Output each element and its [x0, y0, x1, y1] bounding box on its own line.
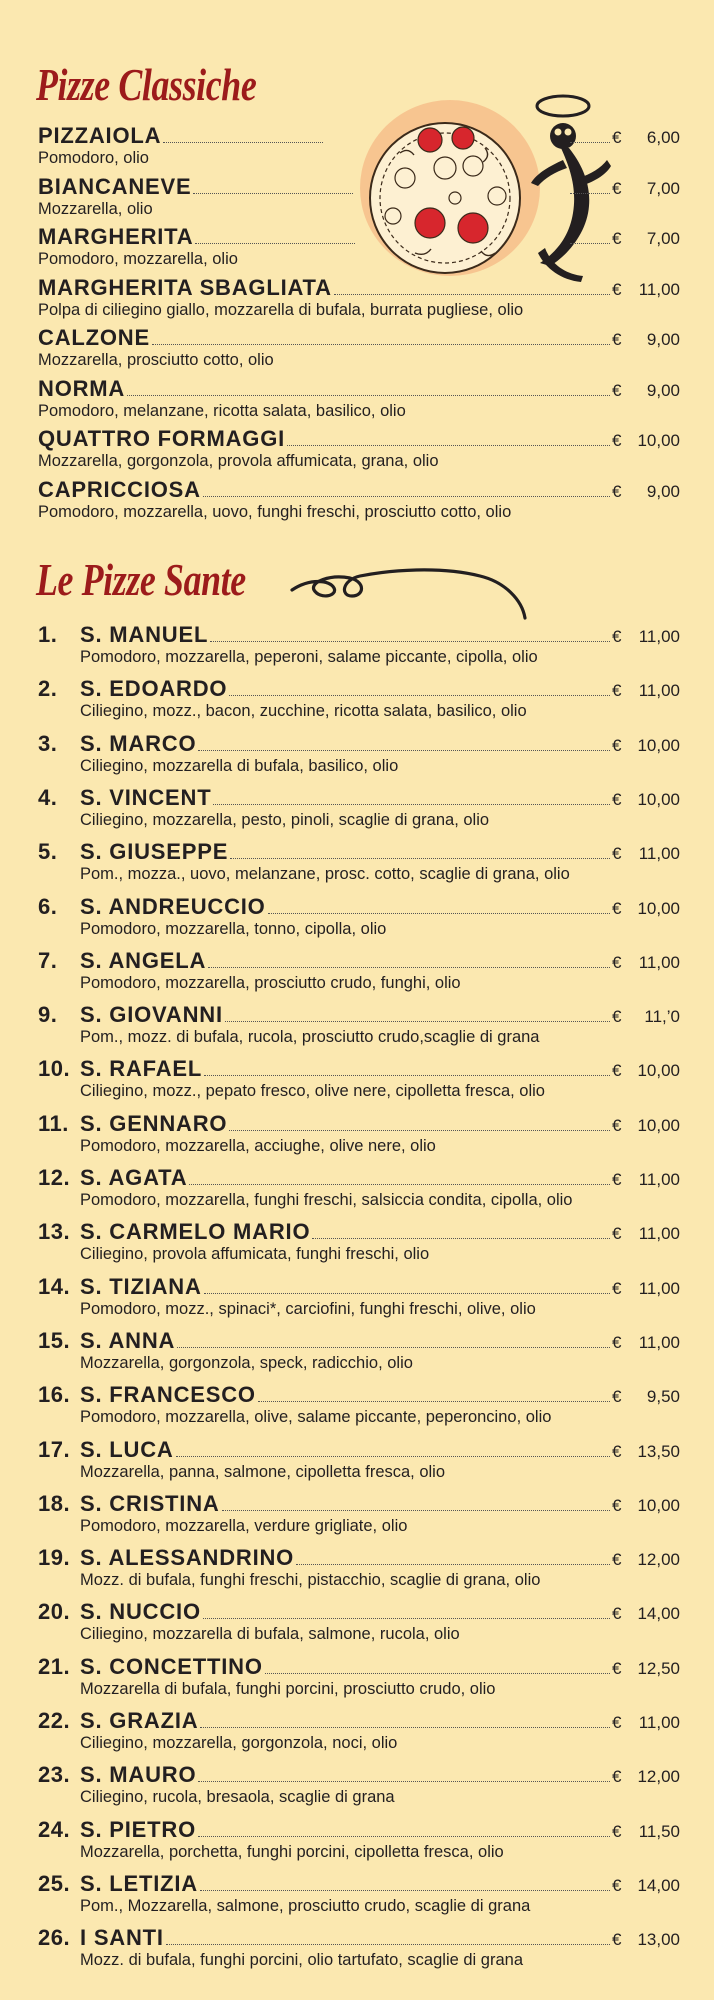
currency-symbol: €: [612, 431, 622, 450]
menu-item: [38, 894, 680, 938]
menu-item-name: S. ANDREUCCIO: [80, 893, 266, 919]
menu-item-name: S. VINCENT: [80, 784, 212, 810]
menu-item-price: [612, 1116, 680, 1136]
currency-symbol: €: [612, 1115, 622, 1135]
currency-symbol: €: [612, 681, 622, 701]
menu-item-number: 9.: [38, 1002, 58, 1028]
currency-symbol: €: [612, 1821, 622, 1841]
currency-symbol: €: [612, 627, 622, 646]
price-value: 11,50: [638, 1821, 680, 1841]
price-value: 11,00: [638, 681, 680, 701]
menu-item-line: [38, 376, 680, 402]
menu-item-name: S. FRANCESCO: [80, 1382, 256, 1408]
menu-item: [38, 1817, 680, 1861]
menu-item-price: [612, 1767, 680, 1787]
menu-item-description: Pomodoro, mozzarella, acciughe, olive nere, olio: [80, 1136, 436, 1155]
currency-symbol: €: [612, 1930, 622, 1950]
dotted-leader: [203, 1617, 610, 1619]
menu-item-description: Pomodoro, mozzarella, olio: [38, 250, 238, 268]
section-title-le-pizze-sante: Le Pizze Sante: [36, 554, 246, 605]
price-value: 9,00: [646, 330, 680, 349]
menu-item-price: [612, 381, 680, 401]
menu-item-line: [38, 839, 680, 865]
menu-item-name: S. MARCO: [80, 730, 197, 756]
menu-item-name: S. LUCA: [80, 1436, 174, 1462]
menu-item-name: S. EDOARDO: [80, 676, 228, 702]
price-value: 10,00: [637, 735, 680, 755]
menu-item-line: [38, 224, 680, 250]
currency-symbol: €: [612, 844, 622, 864]
menu-item-description: Pom., Mozzarella, salmone, prosciutto crudo, scaglie di grana: [80, 1896, 531, 1915]
menu-item-price: [612, 482, 680, 502]
decorative-squiggle-icon: [290, 560, 535, 620]
menu-item-name: CAPRICCIOSA: [38, 476, 201, 502]
menu-item-price: [612, 1279, 680, 1299]
currency-symbol: €: [612, 1170, 622, 1189]
menu-item-name: S. GIOVANNI: [80, 1002, 223, 1028]
menu-item-line: [38, 1382, 680, 1408]
price-value: 11,’0: [644, 1007, 680, 1027]
dotted-leader: [210, 640, 610, 642]
menu-item-number: 25.: [38, 1870, 71, 1896]
menu-item-number: 7.: [38, 947, 58, 973]
menu-item-name: S. ALESSANDRINO: [80, 1545, 295, 1571]
currency-symbol: €: [612, 789, 622, 809]
menu-item-number: 21.: [38, 1653, 71, 1679]
menu-item-number: 14.: [38, 1273, 71, 1299]
menu-item-number: 13.: [38, 1219, 71, 1245]
menu-item-name: S. CONCETTINO: [80, 1653, 263, 1679]
menu-item-description: Pomodoro, mozzarella, peperoni, salame piccante, cipolla, olio: [80, 648, 538, 666]
menu-item-price: [612, 1170, 680, 1190]
currency-symbol: €: [612, 1495, 622, 1515]
menu-item-description: Mozzarella, gorgonzola, provola affumicata, grana, olio: [38, 452, 439, 470]
menu-item-name: S. ANNA: [80, 1327, 176, 1353]
currency-symbol: €: [612, 1658, 622, 1678]
dotted-leader: [225, 1020, 610, 1022]
menu-item-line: [38, 1871, 680, 1897]
currency-symbol: €: [612, 1007, 622, 1027]
menu-item-line: [38, 1219, 680, 1245]
menu-item: [38, 1925, 680, 1969]
menu-item: [38, 676, 680, 720]
price-value: 12,00: [637, 1767, 680, 1787]
currency-symbol: €: [612, 1332, 622, 1352]
menu-item-number: 17.: [38, 1436, 71, 1462]
menu-item-price: [612, 1822, 680, 1842]
menu-item-description: Ciliegino, mozzarella, gorgonzola, noci, olio: [80, 1734, 398, 1752]
menu-item-number: 3.: [38, 730, 58, 756]
menu-item-price: [612, 790, 680, 810]
currency-symbol: €: [612, 128, 622, 147]
menu-item-line: [38, 1491, 680, 1517]
dotted-leader: [268, 912, 610, 914]
menu-item-name: S. AGATA: [80, 1165, 188, 1190]
menu-item-name: S. GIUSEPPE: [80, 839, 229, 865]
price-value: 6,00: [646, 128, 680, 147]
menu-item-number: 26.: [38, 1925, 71, 1951]
menu-item-line: [38, 1111, 680, 1137]
menu-item-line: [38, 948, 680, 974]
menu-item: [38, 224, 680, 268]
menu-item-name: CALZONE: [38, 325, 150, 350]
dotted-leader: [265, 1672, 610, 1674]
menu-item-number: 15.: [38, 1327, 71, 1353]
menu-item-line: [38, 1437, 680, 1463]
menu-item-description: Pom., mozz. di bufala, rucola, prosciutto crudo,scaglie di grana: [80, 1028, 540, 1047]
menu-item-description: Pomodoro, mozzarella, prosciutto crudo, funghi, olio: [80, 973, 461, 992]
menu-item-line: [38, 1708, 680, 1734]
menu-item: [38, 1545, 680, 1589]
dotted-leader: [570, 141, 610, 143]
menu-item-price: [612, 431, 680, 451]
menu-item-line: [38, 275, 680, 301]
menu-item-description: Mozzarella, porchetta, funghi porcini, cipolletta fresca, olio: [80, 1842, 504, 1861]
menu-item-line: [38, 894, 680, 920]
price-value: 12,00: [637, 1550, 680, 1570]
menu-item-name: S. MAURO: [80, 1762, 197, 1788]
dotted-leader: [177, 1346, 610, 1348]
dotted-leader: [230, 857, 610, 859]
menu-item-number: 6.: [38, 893, 58, 919]
menu-item: [38, 174, 680, 218]
currency-symbol: €: [612, 1550, 622, 1570]
menu-item: [38, 785, 680, 829]
menu-item-line: [38, 622, 680, 648]
price-value: 9,00: [646, 380, 680, 400]
menu-item-name: S. CARMELO MARIO: [80, 1219, 311, 1245]
currency-symbol: €: [612, 952, 622, 972]
dotted-leader: [163, 141, 323, 143]
dotted-leader: [334, 293, 610, 295]
menu-item-line: [38, 1274, 680, 1300]
dotted-leader: [198, 749, 610, 751]
menu-item-line: [38, 785, 680, 811]
menu-item-line: [38, 123, 680, 149]
menu-item-price: [612, 1061, 680, 1081]
menu-item-price: [612, 899, 680, 919]
menu-item-name: S. GRAZIA: [80, 1708, 199, 1733]
price-value: 11,00: [638, 627, 680, 646]
menu-item-line: [38, 1654, 680, 1680]
menu-item-line: [38, 1328, 680, 1354]
price-value: 11,00: [638, 844, 680, 864]
price-value: 12,50: [637, 1658, 680, 1678]
menu-item-price: [612, 1876, 680, 1896]
menu-item-price: [612, 1550, 680, 1570]
price-value: 14,00: [637, 1875, 680, 1895]
price-value: 7,00: [646, 229, 680, 248]
menu-item-description: Mozzarella, olio: [38, 199, 153, 218]
menu-item: [38, 1274, 680, 1318]
menu-item: [38, 1708, 680, 1752]
dotted-leader: [570, 242, 610, 244]
menu-item: [38, 839, 680, 883]
menu-item: [38, 1654, 680, 1698]
price-value: 11,00: [638, 952, 680, 972]
menu-item-description: Ciliegino, mozzarella di bufala, salmone, rucola, olio: [80, 1625, 460, 1644]
menu-item-number: 11.: [38, 1110, 69, 1136]
menu-item-line: [38, 731, 680, 757]
menu-item-line: [38, 426, 680, 452]
menu-item-price: [612, 1659, 680, 1679]
menu-item-price: [612, 280, 680, 300]
dotted-leader: [213, 803, 610, 805]
menu-item-description: Mozzarella di bufala, funghi porcini, prosciutto crudo, olio: [80, 1679, 496, 1698]
dotted-leader: [570, 192, 610, 194]
menu-item-name: I SANTI: [80, 1925, 164, 1951]
menu-item-name: BIANCANEVE: [38, 173, 192, 199]
currency-symbol: €: [612, 1387, 622, 1407]
menu-item-price: [612, 330, 680, 350]
price-value: 13,00: [637, 1930, 680, 1950]
dotted-leader: [229, 1129, 610, 1131]
price-value: 13,50: [637, 1441, 680, 1461]
menu-item-line: [38, 1762, 680, 1788]
dotted-leader: [312, 1237, 610, 1239]
menu-item: [38, 1002, 680, 1046]
menu-item: [38, 477, 680, 521]
menu-item-name: S. GENNARO: [80, 1110, 228, 1136]
menu-item-name: S. PIETRO: [80, 1816, 196, 1842]
price-value: 10,00: [637, 1495, 680, 1515]
menu-item: [38, 1762, 680, 1806]
price-value: 9,50: [646, 1387, 680, 1407]
menu-item-number: 18.: [38, 1490, 71, 1516]
menu-item-line: [38, 1599, 680, 1625]
dotted-leader: [204, 1292, 610, 1294]
currency-symbol: €: [612, 279, 622, 299]
price-value: 11,00: [638, 1278, 680, 1298]
menu-item-description: Pom., mozza., uovo, melanzane, prosc. cotto, scaglie di grana, olio: [80, 865, 570, 884]
currency-symbol: €: [612, 1061, 622, 1081]
menu-item-description: Mozzarella, gorgonzola, speck, radicchio, olio: [80, 1353, 413, 1372]
menu-item: [38, 1165, 680, 1209]
menu-item-name: MARGHERITA SBAGLIATA: [38, 274, 332, 300]
menu-item-price: [612, 1007, 680, 1027]
menu-item-price: [612, 1224, 680, 1244]
menu-item: [38, 275, 680, 319]
menu-item-description: Mozzarella, prosciutto cotto, olio: [38, 351, 274, 369]
menu-item: [38, 1382, 680, 1426]
menu-item-description: Pomodoro, mozzarella, funghi freschi, salsiccia condita, cipolla, olio: [80, 1191, 573, 1209]
menu-item-name: S. TIZIANA: [80, 1273, 202, 1299]
menu-item: [38, 1219, 680, 1263]
dotted-leader: [195, 242, 355, 244]
dotted-leader: [258, 1400, 610, 1402]
currency-symbol: €: [612, 178, 622, 198]
currency-symbol: €: [612, 380, 622, 400]
dotted-leader: [176, 1455, 610, 1457]
menu-item-price: [612, 627, 680, 647]
dotted-leader: [229, 694, 610, 696]
menu-item: [38, 123, 680, 167]
currency-symbol: €: [612, 1224, 622, 1244]
currency-symbol: €: [612, 1604, 622, 1624]
dotted-leader: [200, 1889, 610, 1891]
menu-item-line: [38, 1817, 680, 1843]
menu-item-line: [38, 1056, 680, 1082]
menu-item-price: [612, 1333, 680, 1353]
price-value: 10,00: [637, 1061, 680, 1081]
menu-item: [38, 1328, 680, 1372]
menu-item: [38, 731, 680, 775]
price-value: 10,00: [637, 431, 680, 450]
currency-symbol: €: [612, 735, 622, 755]
menu-item-line: [38, 477, 680, 503]
menu-item-description: Ciliegino, mozzarella, pesto, pinoli, scaglie di grana, olio: [80, 810, 490, 829]
menu-item: [38, 1491, 680, 1535]
menu-item-description: Pomodoro, mozz., spinaci*, carciofini, funghi freschi, olive, olio: [80, 1299, 536, 1318]
menu-item-price: [612, 229, 680, 249]
menu-item-description: Pomodoro, mozzarella, uovo, funghi freschi, prosciutto cotto, olio: [38, 502, 512, 521]
price-value: 10,00: [637, 1115, 680, 1135]
dotted-leader: [208, 966, 610, 968]
menu-item-name: S. LETIZIA: [80, 1870, 198, 1896]
price-value: 11,00: [638, 1332, 680, 1352]
menu-item: [38, 948, 680, 992]
menu-item-description: Pomodoro, mozzarella, verdure grigliate, olio: [80, 1516, 408, 1535]
dotted-leader: [152, 343, 610, 345]
menu-item-price: [612, 1604, 680, 1624]
currency-symbol: €: [612, 330, 622, 349]
dotted-leader: [198, 1780, 610, 1782]
menu-item: [38, 376, 680, 420]
menu-item-description: Mozzarella, panna, salmone, cipolletta fresca, olio: [80, 1462, 446, 1481]
price-value: 11,00: [638, 1224, 680, 1244]
menu-item-number: 22.: [38, 1708, 71, 1733]
price-value: 11,00: [638, 1170, 680, 1189]
menu-item-name: PIZZAIOLA: [38, 123, 162, 148]
menu-item-number: 16.: [38, 1382, 71, 1408]
menu-item: [38, 1437, 680, 1481]
menu-item-name: S. ANGELA: [80, 947, 207, 973]
section-title-pizze-classiche: Pizze Classiche: [36, 59, 257, 110]
menu-item-description: Mozz. di bufala, funghi freschi, pistacchio, scaglie di grana, olio: [80, 1571, 541, 1590]
menu-item-description: Polpa di ciliegino giallo, mozzarella di bufala, burrata pugliese, olio: [38, 300, 524, 319]
menu-item-number: 10.: [38, 1056, 71, 1082]
currency-symbol: €: [612, 229, 622, 248]
menu-item-price: [612, 1713, 680, 1733]
dotted-leader: [222, 1509, 610, 1511]
currency-symbol: €: [612, 481, 622, 501]
menu-item-price: [612, 1930, 680, 1950]
menu-item-price: [612, 1442, 680, 1462]
dotted-leader: [204, 1074, 610, 1076]
menu-item: [38, 1111, 680, 1155]
price-value: 10,00: [637, 789, 680, 809]
menu-item-price: [612, 1387, 680, 1407]
menu-item-line: [38, 676, 680, 702]
menu-item-number: 19.: [38, 1545, 71, 1571]
menu-item: [38, 426, 680, 470]
menu-item-description: Ciliegino, provola affumicata, funghi freschi, olio: [80, 1245, 430, 1264]
menu-item-description: Ciliegino, mozzarella di bufala, basilico, olio: [80, 756, 399, 775]
menu-item-line: [38, 1002, 680, 1028]
menu-item-name: S. MANUEL: [80, 622, 209, 647]
menu-item-description: Pomodoro, olio: [38, 149, 149, 167]
currency-symbol: €: [612, 1767, 622, 1787]
menu-item-number: 12.: [38, 1165, 71, 1190]
menu-item-price: [612, 953, 680, 973]
menu-item-description: Pomodoro, mozzarella, olive, salame piccante, peperoncino, olio: [80, 1408, 552, 1427]
price-value: 9,00: [646, 481, 680, 501]
menu-item-description: Mozz. di bufala, funghi porcini, olio tartufato, scaglie di grana: [80, 1951, 524, 1970]
dotted-leader: [200, 1726, 610, 1728]
dotted-leader: [189, 1183, 610, 1185]
menu-item-number: 24.: [38, 1816, 71, 1842]
menu-item-line: [38, 174, 680, 200]
menu-item: [38, 1871, 680, 1915]
menu-item-name: MARGHERITA: [38, 224, 194, 249]
menu-item-name: QUATTRO FORMAGGI: [38, 426, 286, 451]
menu-item-line: [38, 325, 680, 351]
menu-item-line: [38, 1165, 680, 1191]
dotted-leader: [127, 394, 610, 396]
price-value: 14,00: [637, 1604, 680, 1624]
menu-item-price: [612, 681, 680, 701]
currency-symbol: €: [612, 898, 622, 918]
dotted-leader: [287, 444, 610, 446]
dotted-leader: [198, 1835, 610, 1837]
menu-item: [38, 1056, 680, 1100]
price-value: 11,00: [638, 279, 680, 299]
currency-symbol: €: [612, 1713, 622, 1732]
currency-symbol: €: [612, 1875, 622, 1895]
menu-item: [38, 1599, 680, 1643]
dotted-leader: [296, 1563, 610, 1565]
menu-item-line: [38, 1545, 680, 1571]
currency-symbol: €: [612, 1441, 622, 1461]
menu-item-name: NORMA: [38, 375, 126, 401]
price-value: 7,00: [646, 178, 680, 198]
menu-item-name: S. NUCCIO: [80, 1599, 201, 1625]
menu-item-line: [38, 1925, 680, 1951]
menu-item-number: 20.: [38, 1599, 71, 1625]
menu-item-number: 1.: [38, 622, 58, 647]
menu-item-number: 4.: [38, 784, 58, 810]
menu-item-description: Pomodoro, mozzarella, tonno, cipolla, olio: [80, 919, 387, 938]
menu-item: [38, 622, 680, 666]
menu-item-price: [612, 736, 680, 756]
menu-item-number: 23.: [38, 1762, 71, 1788]
menu-item-name: S. CRISTINA: [80, 1490, 220, 1516]
dotted-leader: [193, 192, 353, 194]
menu-item-name: S. RAFAEL: [80, 1056, 203, 1082]
menu-item-number: 5.: [38, 839, 58, 865]
menu-item-price: [612, 128, 680, 148]
menu-item-price: [612, 179, 680, 199]
dotted-leader: [203, 495, 610, 497]
menu-item: [38, 325, 680, 369]
menu-item-price: [612, 844, 680, 864]
menu-item-description: Ciliegino, mozz., pepato fresco, olive nere, cipolletta fresca, olio: [80, 1082, 545, 1101]
currency-symbol: €: [612, 1278, 622, 1298]
price-value: 10,00: [637, 898, 680, 918]
menu-item-number: 2.: [38, 676, 58, 702]
dotted-leader: [166, 1943, 610, 1945]
menu-item-description: Ciliegino, rucola, bresaola, scaglie di grana: [80, 1788, 395, 1807]
menu-item-description: Pomodoro, melanzane, ricotta salata, basilico, olio: [38, 401, 406, 420]
price-value: 11,00: [638, 1713, 680, 1732]
menu-item-description: Ciliegino, mozz., bacon, zucchine, ricotta salata, basilico, olio: [80, 702, 527, 721]
menu-item-price: [612, 1496, 680, 1516]
